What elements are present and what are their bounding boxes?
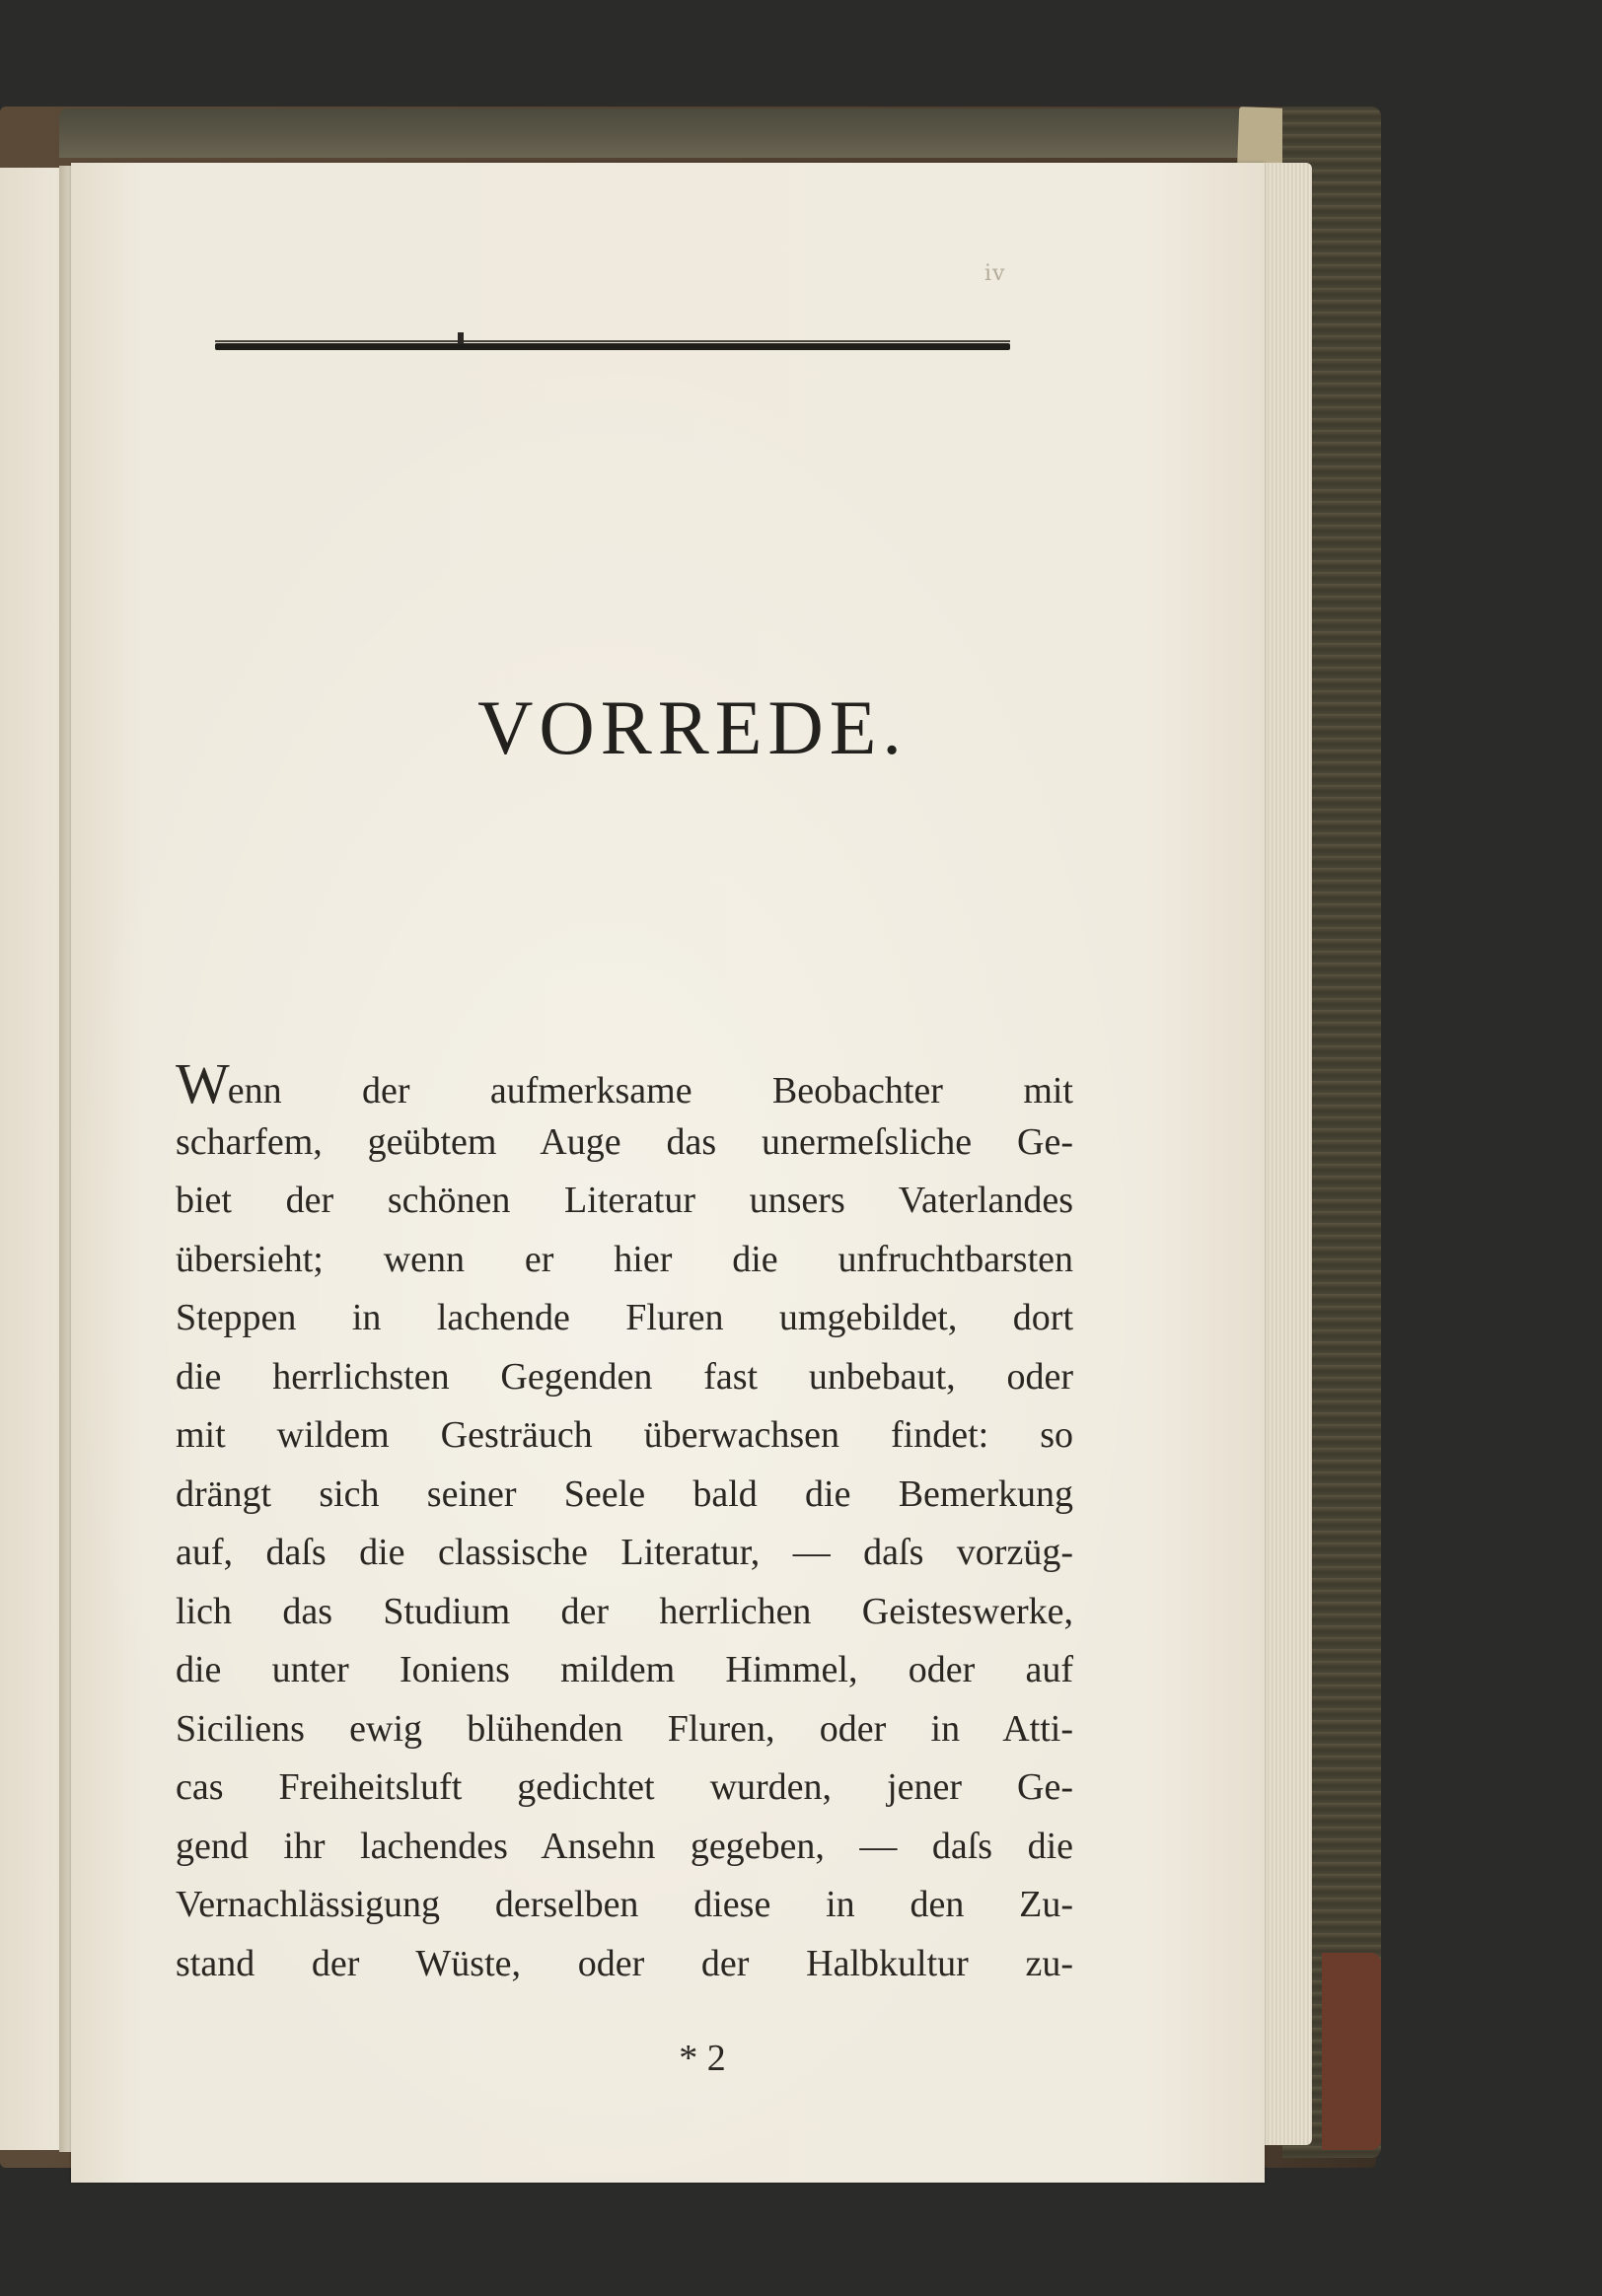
text-line: Wenn der aufmerksame Beobachter mit (176, 1051, 1073, 1115)
header-rule-ornament (458, 332, 464, 344)
book-cover-top (59, 108, 1361, 158)
drop-cap: W (176, 1051, 228, 1115)
text-line: übersieht; wenn er hier die unfruchtbarsten (176, 1238, 1073, 1280)
text-line: mit wildem Gesträuch überwachsen findet: so (176, 1414, 1073, 1456)
text-line: auf, daſs die classische Literatur, — daſs vorzüg- (176, 1532, 1073, 1573)
leather-corner (1322, 1953, 1381, 2150)
text-line: scharfem, geübtem Auge das unermeſsliche Ge- (176, 1120, 1073, 1163)
text-line: die unter Ioniens mildem Himmel, oder auf (176, 1649, 1073, 1690)
text-line: cas Freiheitsluft gedichtet wurden, jener Ge- (176, 1766, 1073, 1808)
text-line: lich das Studium der herrlichen Geisteswerke, (176, 1590, 1073, 1632)
page-number: iv (984, 261, 1006, 286)
chapter-title: VORREDE. (477, 684, 908, 770)
header-rule (215, 343, 1010, 350)
signature-mark: * 2 (679, 2038, 726, 2079)
text-line: gend ihr lachendes Ansehn gegeben, — daſs die (176, 1825, 1073, 1867)
text-line: Steppen in lachende Fluren umgebildet, dort (176, 1297, 1073, 1338)
text-line: drängt sich seiner Seele bald die Bemerkung (176, 1472, 1073, 1515)
body-text (176, 1051, 1073, 1993)
text-line: Siciliens ewig blühenden Fluren, oder in Atti- (176, 1707, 1073, 1750)
header-rule-thin (215, 340, 1010, 342)
text-line: stand der Wüste, oder der Halbkultur zu- (176, 1942, 1073, 1984)
text-line: Vernachlässigung derselben diese in den Zu- (176, 1884, 1073, 1925)
text-line: die herrlichsten Gegenden fast unbebaut, oder (176, 1355, 1073, 1398)
recto-page (71, 163, 1265, 2183)
text-line: biet der schönen Literatur unsers Vaterlandes (176, 1180, 1073, 1221)
